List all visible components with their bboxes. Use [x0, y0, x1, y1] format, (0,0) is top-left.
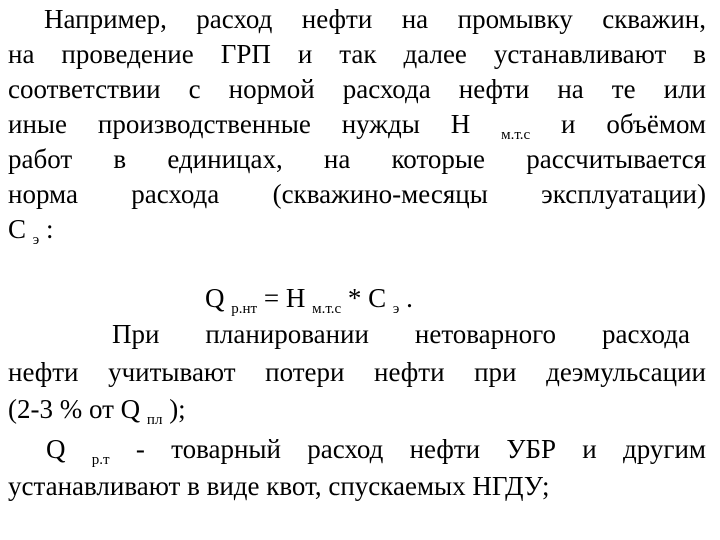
paragraph1-line3: соответствии с нормой расхода нефти на те или — [8, 74, 706, 104]
formula-line — [205, 281, 413, 320]
norm-subscript: м.т.с — [501, 127, 531, 143]
paragraph1-line6: норма расхода (скважино-месяцы эксплуатации) — [8, 179, 706, 209]
line7-text-a: С — [8, 214, 27, 244]
production-subscript: пл — [146, 412, 163, 428]
paragraph1-line5: работ в единицах, на которые рассчитывается — [8, 144, 706, 174]
formula-end: . — [406, 283, 413, 313]
paragraph1-line4 — [8, 107, 706, 141]
formula-h-subscript: м.т.с — [312, 301, 342, 317]
line4-text-a: иные производственные нужды Н — [8, 109, 471, 139]
line3-text-b: ); — [169, 394, 186, 424]
paragraph2-line3 — [8, 392, 706, 426]
work-volume-subscript: э — [32, 232, 40, 248]
formula-q: Q — [205, 283, 225, 313]
line7-text-b: : — [45, 214, 54, 244]
paragraph3-line1 — [46, 432, 706, 466]
formula-times-c: * С — [347, 283, 387, 313]
p3-text-a: Q — [46, 434, 66, 464]
formula-q-subscript: р.нт — [231, 301, 258, 317]
formula-eq-h: = Н — [263, 283, 306, 313]
paragraph3-line2: устанавливают в виде квот, спускаемых НГДУ; — [8, 471, 550, 501]
line4-text-b: и объёмом — [561, 109, 707, 139]
commodity-subscript: р.т — [91, 452, 110, 468]
formula-c-subscript: э — [392, 301, 400, 317]
paragraph2-line1: При планировании нетоварного расхода — [112, 319, 690, 349]
paragraph2-line2: нефти учитывают потери нефти при деэмульсации — [8, 357, 706, 387]
line3-text-a: (2-3 % от Q — [8, 394, 141, 424]
paragraph1-line2: на проведение ГРП и так далее устанавливают в — [8, 39, 706, 69]
p3-text-b: - товарный расход нефти УБР и другим — [135, 434, 707, 464]
paragraph1-line1: Например, расход нефти на промывку скважин, — [44, 4, 706, 34]
paragraph1-line7 — [8, 212, 706, 246]
